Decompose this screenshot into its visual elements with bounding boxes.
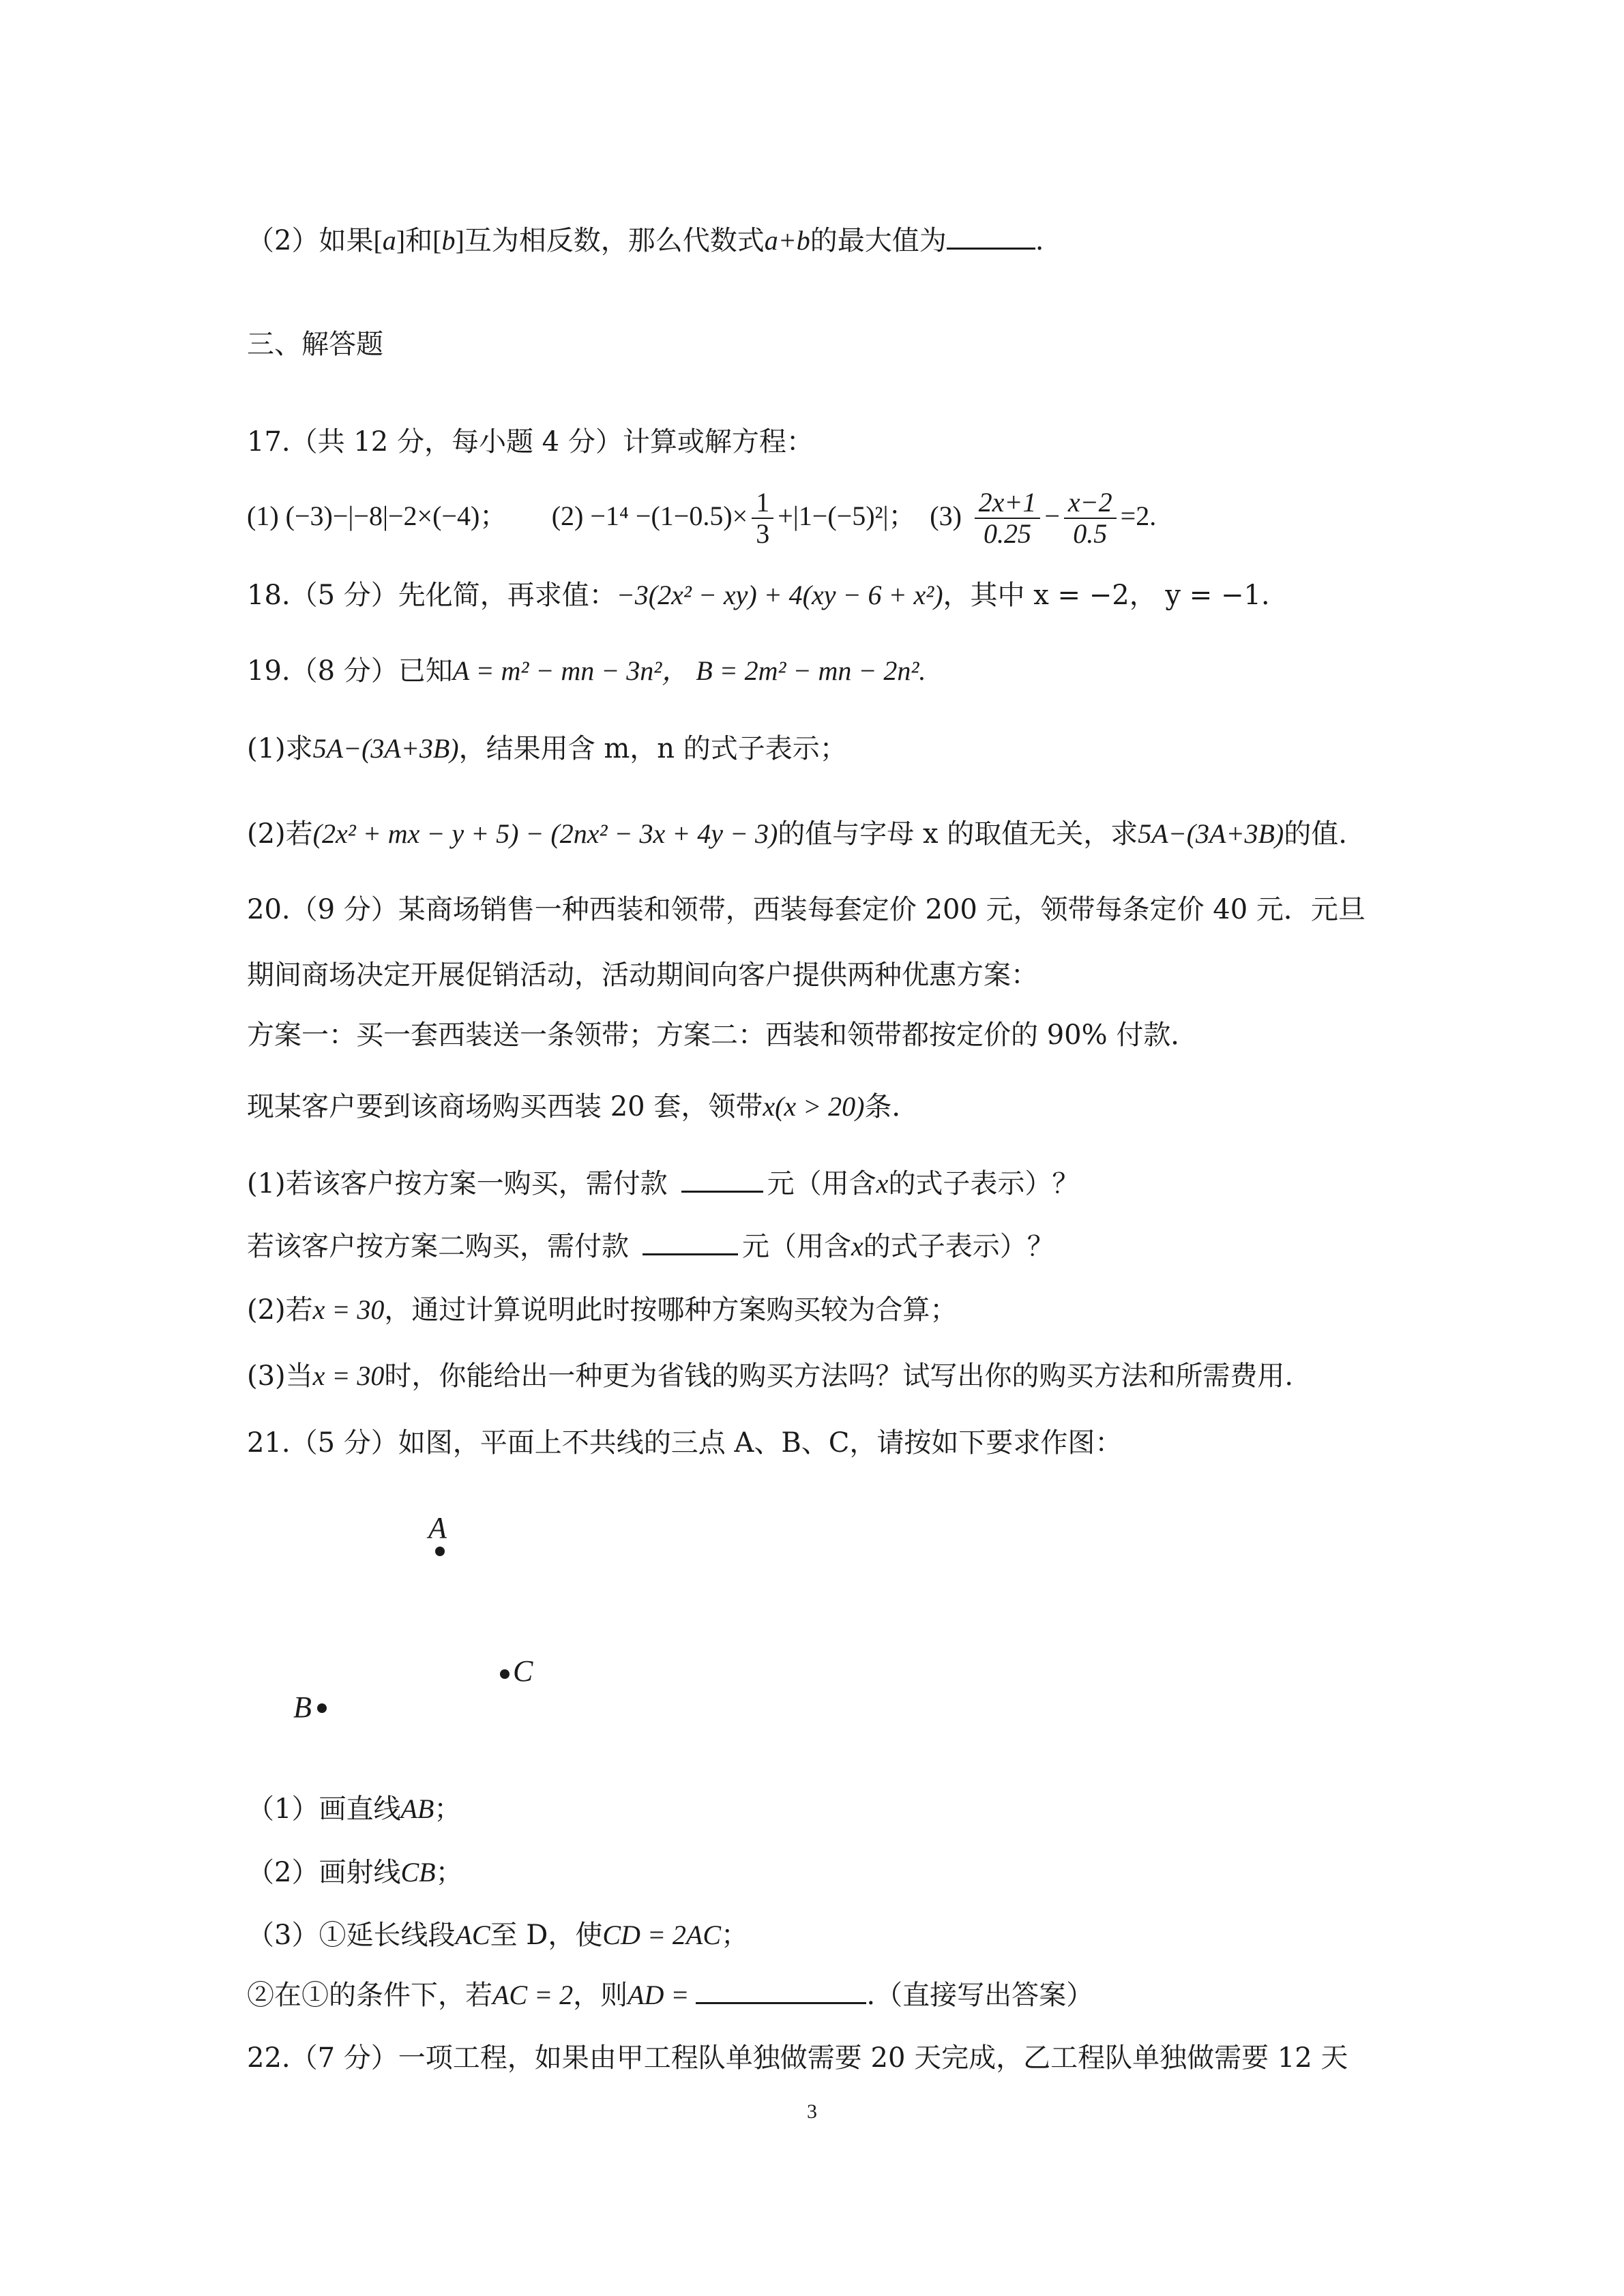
answer-blank	[696, 1979, 866, 2004]
minus-sign: −	[1044, 501, 1060, 531]
point-a-dot	[435, 1547, 445, 1556]
q20-p1-end: 的式子表示）？	[888, 1168, 1080, 1199]
q20-p1b-end: 的式子表示）？	[863, 1231, 1054, 1262]
q20-line4-end: 条．	[864, 1091, 919, 1122]
fraction-2x-plus-1: $\frac{2x+1}{0.25}$	[975, 488, 1041, 549]
q20-p1b-text: 若该客户按方案二购买，需付款	[247, 1231, 629, 1262]
q16-text1: 互为相反数，那么代数式	[464, 225, 765, 256]
q21-p3-end: ；	[721, 1920, 749, 1951]
q21-part4	[247, 1976, 1093, 2014]
q21-p3-text: （3）①延长线段	[247, 1920, 456, 1951]
q19-part1	[247, 730, 847, 768]
answer-blank	[947, 224, 1035, 250]
q16-end: .	[1035, 225, 1044, 256]
q17-part2b: +|1−(−5)²|；	[778, 501, 916, 531]
q17-part3-end: =2.	[1120, 501, 1157, 531]
q19-head: 19.（8 分）已知	[247, 655, 453, 687]
q17-part2a: (2) −1⁴ −(1−0.5)×	[551, 501, 748, 531]
point-c-dot	[500, 1669, 510, 1679]
q19-p2-prefix: (2)若	[247, 818, 313, 850]
q16-mid: 和	[405, 225, 433, 256]
section-heading: 三、解答题	[247, 329, 383, 360]
page-number: 3	[807, 2100, 817, 2123]
q20-p3-prefix: (3)当	[247, 1360, 313, 1392]
q21-part3	[247, 1916, 748, 1954]
q21-head: 21.（5 分）如图，平面上不共线的三点 A、B、C，请按如下要求作图：	[247, 1427, 1123, 1459]
var-b: b	[441, 225, 456, 256]
q21-p2-expr: CB	[400, 1857, 436, 1888]
q19-p1-expr: 5A−(3A+3B)	[312, 733, 459, 764]
q21-p2-text: （2）画射线	[247, 1857, 401, 1888]
q19-expr: A = m² − mn − 3n²， B = 2m² − mn − 2n².	[452, 655, 926, 686]
q20-part2	[247, 1291, 957, 1329]
q20-p1-text: (1)若该客户按方案一购买，需付款	[247, 1168, 668, 1199]
q21-p1-end: ；	[434, 1793, 462, 1825]
q19-p1-prefix: (1)求	[247, 733, 313, 764]
q16-prefix: （2）如果	[247, 225, 374, 256]
q19-p2-text: 的值与字母 x 的取值无关，求	[778, 818, 1138, 850]
q19-part2	[247, 815, 1347, 853]
fraction-x-minus-2: $\frac{x-2}{0.5}$	[1064, 488, 1117, 549]
q17-part3-label: (3)	[930, 501, 962, 531]
q20-part1	[247, 1165, 1079, 1203]
q20-part3	[247, 1357, 1293, 1395]
var-x: x	[876, 1168, 889, 1199]
q19-p2-expr: (2x² + mx − y + 5) − (2nx² − 3x + 4y − 3)	[312, 818, 778, 849]
point-a-label: A	[428, 1511, 447, 1545]
point-c-label: C	[513, 1654, 533, 1688]
q21-p3-ac: AC	[455, 1920, 490, 1950]
fraction-one-third: $\frac{1}{3}$	[752, 488, 773, 549]
q20-p1-unit: 元（用含	[767, 1168, 876, 1199]
answer-blank	[643, 1230, 738, 1255]
q18-head: 18.（5 分）先化简，再求值：	[247, 580, 617, 611]
q19	[247, 652, 926, 690]
q16-expr: a+b	[764, 225, 810, 256]
q20-line4	[247, 1088, 919, 1126]
q20-line2: 期间商场决定开展促销活动，活动期间向客户提供两种优惠方案：	[247, 959, 1038, 991]
q18-cond: ，其中 x = −2， y = −1.	[943, 580, 1270, 611]
q17-parts	[247, 486, 1156, 549]
q20-p3-text: 时，你能给出一种更为省钱的购买方法吗？试写出你的购买方法和所需费用.	[384, 1360, 1294, 1392]
q22-line1: 22.（7 分）一项工程，如果由甲工程队单独做需要 20 天完成，乙工程队单独做需要 12 天	[247, 2042, 1348, 2074]
q18-expr: −3(2x² − xy) + 4(xy − 6 + x²)	[616, 580, 943, 610]
q21-p4-end: .（直接写出答案）	[866, 1980, 1094, 2011]
q21-p3-mid: 至 D，使	[490, 1920, 603, 1951]
point-b-dot	[317, 1703, 327, 1713]
var-x: x	[851, 1231, 863, 1262]
q20-line1: 20.（9 分）某商场销售一种西装和领带，西装每套定价 200 元，领带每条定价 40 元．元旦	[247, 894, 1365, 925]
q21-p1-text: （1）画直线	[247, 1793, 401, 1825]
var-a: a	[382, 225, 396, 256]
q21-p2-end: ；	[435, 1857, 463, 1888]
q21-p4-mid: ，则	[573, 1980, 628, 2011]
q21-p4-expr: AC = 2	[492, 1980, 574, 2010]
q19-p2-end: 的值.	[1284, 818, 1347, 850]
q16-part2: （2）如果[a]和[b]互为相反数，那么代数式a+b的最大值为 .	[247, 225, 1044, 256]
q19-p2-expr2: 5A−(3A+3B)	[1138, 818, 1284, 849]
q20-part1b	[247, 1227, 1054, 1266]
q20-p2-text: ，通过计算说明此时按哪种方案购买较为合算；	[384, 1294, 958, 1326]
q16-text2: 的最大值为	[810, 225, 947, 256]
q20-p3-expr: x = 30	[312, 1360, 385, 1391]
q21-p4-expr2: AD =	[628, 1980, 690, 2010]
point-b-label: B	[293, 1690, 312, 1724]
q20-p2-prefix: (2)若	[247, 1294, 313, 1326]
q21-part1	[247, 1790, 461, 1828]
q19-p1-text: ，结果用含 m，n 的式子表示；	[458, 733, 847, 764]
q20-line3: 方案一：买一套西装送一条领带；方案二：西装和领带都按定价的 90% 付款．	[247, 1019, 1198, 1051]
q21-part2	[247, 1853, 463, 1892]
q21-p4-text: ②在①的条件下，若	[247, 1980, 492, 2011]
q20-line4-text: 现某客户要到该商场购买西装 20 套，领带	[247, 1091, 763, 1122]
q17-title: 17.（共 12 分，每小题 4 分）计算或解方程：	[247, 426, 814, 458]
q17-part1: (1) (−3)−|−8|−2×(−4)；	[247, 501, 507, 531]
q20-line4-expr: x(x > 20)	[763, 1091, 865, 1122]
q21-p3-expr: CD = 2AC	[602, 1920, 722, 1950]
q20-p2-expr: x = 30	[312, 1294, 385, 1325]
q21-p1-expr: AB	[400, 1793, 434, 1824]
q18	[247, 576, 1270, 614]
q20-p1b-unit: 元（用含	[742, 1231, 851, 1262]
answer-blank	[681, 1167, 763, 1193]
